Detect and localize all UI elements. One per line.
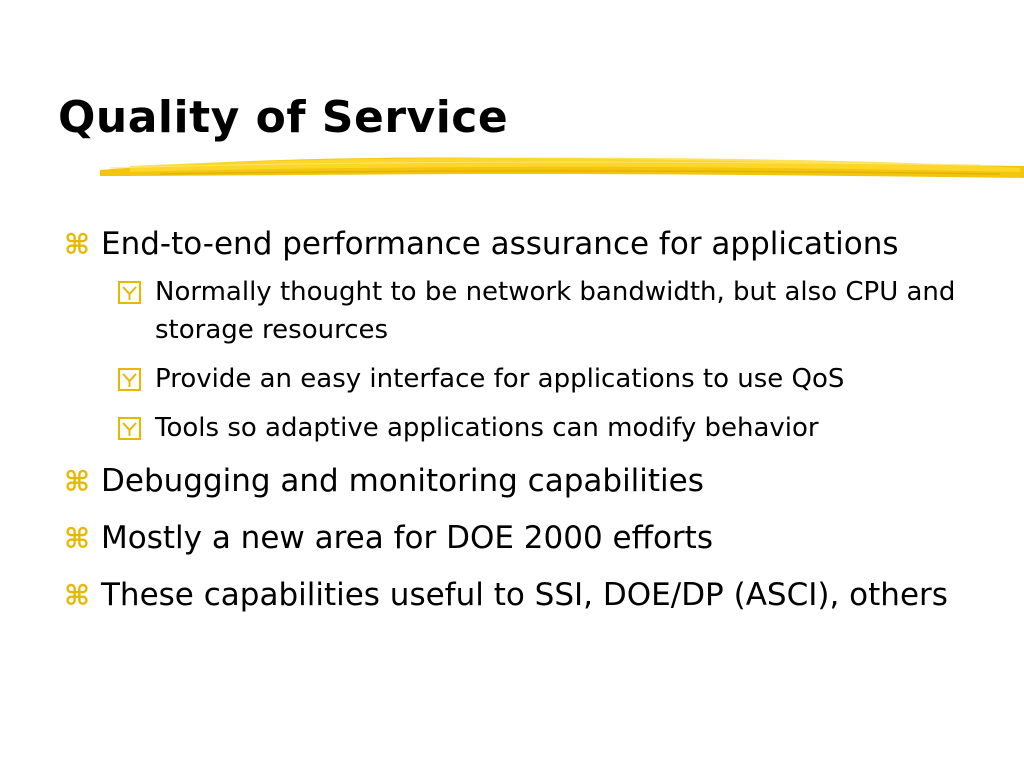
checkbox-y-icon: [118, 281, 141, 304]
bullet-list: [64, 222, 984, 630]
sub-bullet-text: Provide an easy interface for applications to use QoS: [155, 364, 845, 394]
sub-bullet-list: [101, 273, 984, 447]
command-key-icon: ⌘: [64, 579, 90, 612]
bullet-item: [64, 459, 984, 504]
sub-bullet-item: [109, 360, 984, 398]
bullet-text: Debugging and monitoring capabilities: [101, 463, 704, 499]
bullet-item: [64, 222, 984, 447]
bullet-text: These capabilities useful to SSI, DOE/DP (ASCI), others: [101, 577, 948, 613]
sub-bullet-text: Normally thought to be network bandwidth, but also CPU and storage resources: [155, 277, 956, 345]
checkbox-y-icon: [118, 417, 141, 440]
slide-title: Quality of Service: [58, 92, 509, 143]
command-key-icon: ⌘: [64, 522, 90, 555]
bullet-item: [64, 516, 984, 561]
sub-bullet-text: Tools so adaptive applications can modify behavior: [155, 413, 819, 443]
checkbox-y-icon: [118, 368, 141, 391]
title-underline-brush: [100, 148, 1024, 184]
sub-bullet-item: [109, 273, 984, 349]
sub-bullet-item: [109, 409, 984, 447]
command-key-icon: ⌘: [64, 228, 90, 261]
command-key-icon: ⌘: [64, 465, 90, 498]
bullet-text: End-to-end performance assurance for applications: [101, 226, 899, 262]
bullet-text: Mostly a new area for DOE 2000 efforts: [101, 520, 713, 556]
bullet-item: [64, 573, 984, 618]
